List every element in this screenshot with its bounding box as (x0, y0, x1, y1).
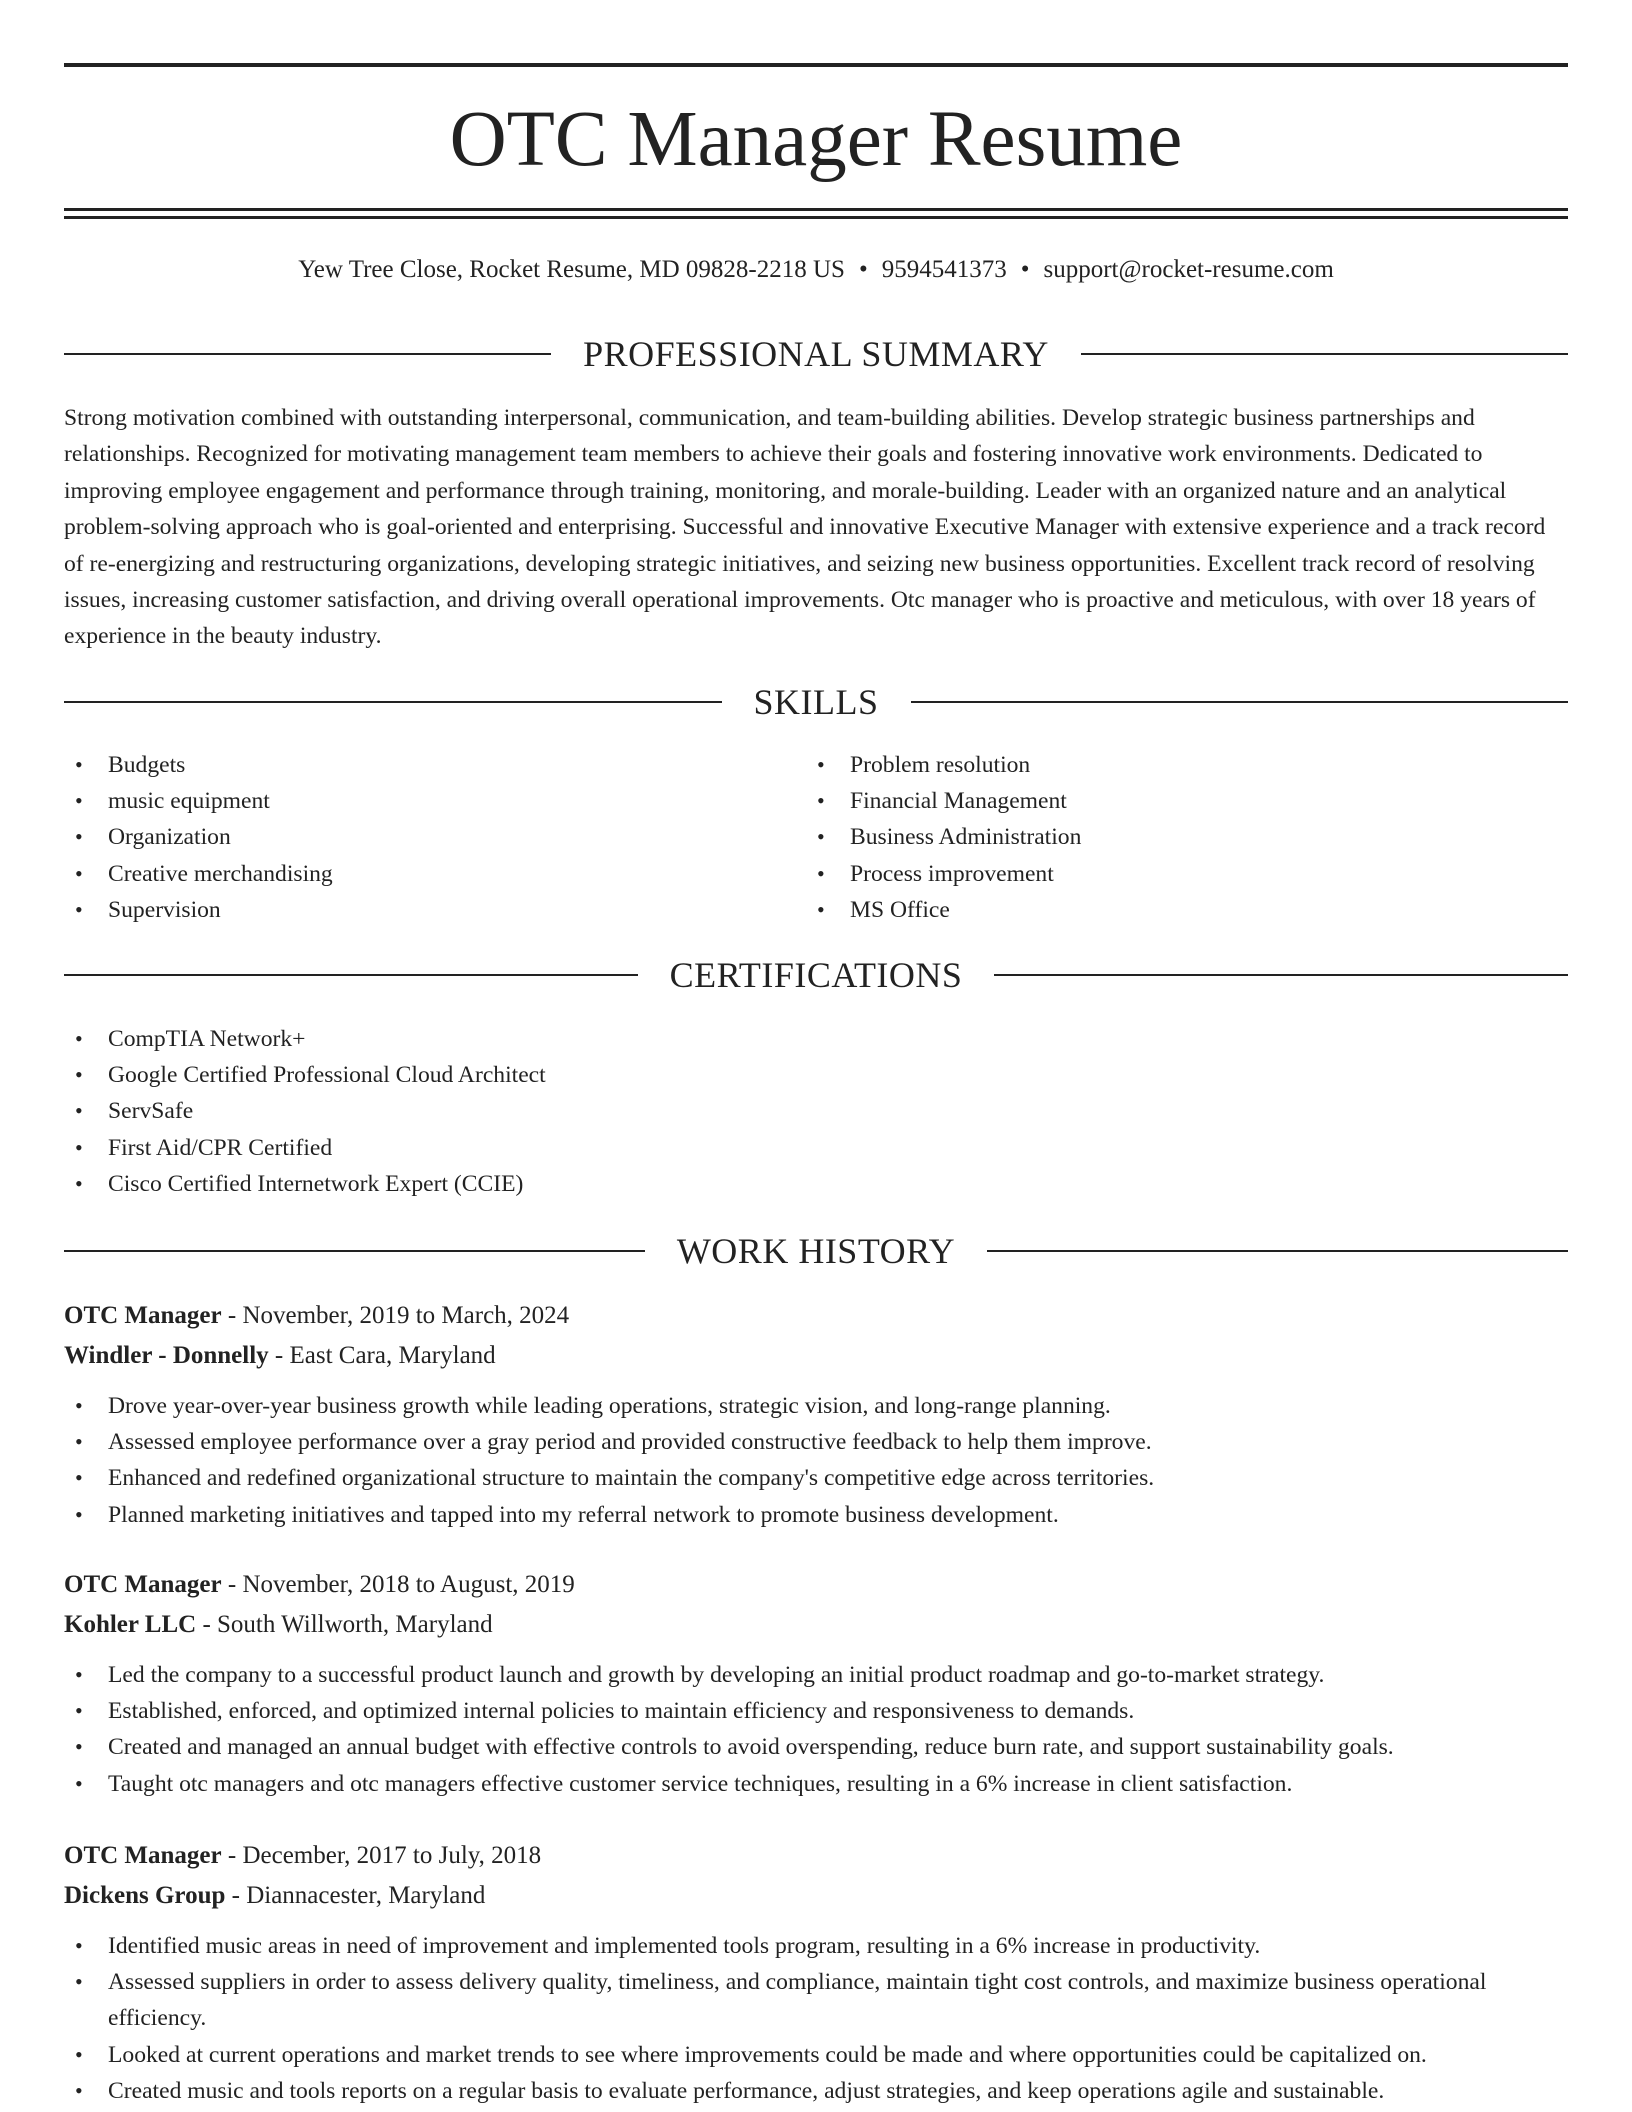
job-bullet: • Enhanced and redefined organizational structure to maintain the company's competitive edge across territories. (64, 1460, 1568, 1496)
job-bullet: • Led the company to a successful product launch and growth by developing an initial product roadmap and go-to-market strategy. (64, 1657, 1568, 1693)
certifications-list (64, 1021, 1568, 1202)
title-double-rule (64, 208, 1568, 219)
summary-section-header (64, 332, 1568, 376)
skills-column-left (64, 747, 806, 928)
section-rule (64, 353, 551, 355)
skill-item: • Problem resolution (806, 747, 1548, 783)
job-bullet: • Drove year-over-year business growth while leading operations, strategic vision, and long-range planning. (64, 1388, 1568, 1424)
certifications-section-header (64, 953, 1568, 997)
certifications-heading: CERTIFICATIONS (669, 955, 963, 995)
contact-email[interactable]: support@rocket-resume.com (1043, 256, 1334, 283)
contact-separator: • (858, 256, 868, 283)
job-dates: - December, 2017 to July, 2018 (221, 1842, 542, 1869)
skill-item: • Creative merchandising (64, 856, 806, 892)
contact-address: Yew Tree Close, Rocket Resume, MD 09828-2218 US (298, 256, 845, 283)
section-rule (64, 974, 638, 976)
certification-item: • CompTIA Network+ (64, 1021, 1568, 1057)
job-company: Windler - Donnelly (64, 1342, 269, 1369)
skill-item: • Process improvement (806, 856, 1548, 892)
work-heading: WORK HISTORY (676, 1231, 956, 1271)
job-title-line (64, 1565, 1568, 1605)
job-dates: - November, 2019 to March, 2024 (221, 1302, 570, 1329)
top-rule (64, 63, 1568, 67)
skill-item: • Budgets (64, 747, 806, 783)
job-bullet: • Created music and tools reports on a regular basis to evaluate performance, adjust strategies, and keep operations agile and sustainable. (64, 2073, 1568, 2109)
certification-item: • ServSafe (64, 1093, 1568, 1129)
skills-list (64, 747, 1568, 928)
resume-title: OTC Manager Resume (449, 96, 1183, 183)
job-bullet: • Identified music areas in need of improvement and implemented tools program, resulting in a 6% increase in productivity. (64, 1928, 1568, 1964)
job-company-line (64, 1605, 1568, 1645)
section-rule (64, 1250, 645, 1252)
job-bullets (64, 1388, 1568, 1533)
skill-item: • Supervision (64, 892, 806, 928)
contact-separator: • (1020, 256, 1030, 283)
contact-line (0, 254, 1632, 286)
job-title-line (64, 1296, 1568, 1336)
job-bullet: • Planned marketing initiatives and tapped into my referral network to promote business development. (64, 1497, 1568, 1533)
contact-phone[interactable]: 9594541373 (881, 256, 1007, 283)
summary-heading: PROFESSIONAL SUMMARY (583, 334, 1049, 374)
job-company-line (64, 1336, 1568, 1376)
skill-item: • Business Administration (806, 819, 1548, 855)
job-bullet: • Assessed suppliers in order to assess delivery quality, timeliness, and compliance, maintain tight cost controls, and maximize business operational efficiency. (64, 1964, 1568, 2036)
job-location: - South Willworth, Maryland (196, 1611, 493, 1638)
certification-item: • Google Certified Professional Cloud Architect (64, 1057, 1568, 1093)
job-bullet: • Created and managed an annual budget with effective controls to avoid overspending, reduce burn rate, and support sustainability goals. (64, 1729, 1568, 1765)
section-rule (64, 701, 722, 703)
work-section-header (64, 1229, 1568, 1273)
job-location: - East Cara, Maryland (268, 1342, 496, 1369)
job-title: OTC Manager (64, 1842, 222, 1869)
skill-item: • Organization (64, 819, 806, 855)
job-bullets (64, 1928, 1568, 2109)
job-bullet: • Looked at current operations and market trends to see where improvements could be made and where opportunities could be capitalized on. (64, 2037, 1568, 2073)
job-bullet: • Assessed employee performance over a gray period and provided constructive feedback to help them improve. (64, 1424, 1568, 1460)
certification-item: • Cisco Certified Internetwork Expert (CCIE) (64, 1166, 1568, 1202)
job-company: Dickens Group (64, 1882, 226, 1909)
skills-column-right (806, 747, 1548, 928)
skill-item: • music equipment (64, 783, 806, 819)
job-entry (64, 1836, 1568, 2109)
section-rule (994, 974, 1568, 976)
skills-section-header (64, 680, 1568, 724)
job-title: OTC Manager (64, 1571, 222, 1598)
summary-text: Strong motivation combined with outstanding interpersonal, communication, and team-building abilities. Develop strategic business partnerships and relationships. Recognized for motivating management team members to achieve their goals and fostering innovative work environments. Dedicated to improving employee engagement and performance through training, monitoring, and morale-building. Leader with an organized nature and an analytical problem-solving approach who is goal-oriented and enterprising. Successful and innovative Executive Manager with extensive experience and a track record of re-energizing and restructuring organizations, developing strategic initiatives, and seizing new business opportunities. Excellent track record of resolving issues, increasing customer satisfaction, and driving overall operational improvements. Otc manager who is proactive and meticulous, with over 18 years of experience in the beauty industry. (64, 405, 1546, 650)
job-title: OTC Manager (64, 1302, 222, 1329)
section-rule (1081, 353, 1568, 355)
job-bullets (64, 1657, 1568, 1802)
section-rule (987, 1250, 1568, 1252)
job-company-line (64, 1876, 1568, 1916)
job-title-line (64, 1836, 1568, 1876)
certification-item: • First Aid/CPR Certified (64, 1130, 1568, 1166)
job-bullet: • Established, enforced, and optimized internal policies to maintain efficiency and responsiveness to demands. (64, 1693, 1568, 1729)
job-entry (64, 1296, 1568, 1533)
skill-item: • MS Office (806, 892, 1548, 928)
job-location: - Diannacester, Maryland (225, 1882, 486, 1909)
job-company: Kohler LLC (64, 1611, 197, 1638)
job-dates: - November, 2018 to August, 2019 (221, 1571, 575, 1598)
job-entry (64, 1565, 1568, 1802)
skills-heading: SKILLS (753, 682, 879, 722)
job-bullet: • Taught otc managers and otc managers effective customer service techniques, resulting in a 6% increase in client satisfaction. (64, 1766, 1568, 1802)
section-rule (911, 701, 1569, 703)
skill-item: • Financial Management (806, 783, 1548, 819)
